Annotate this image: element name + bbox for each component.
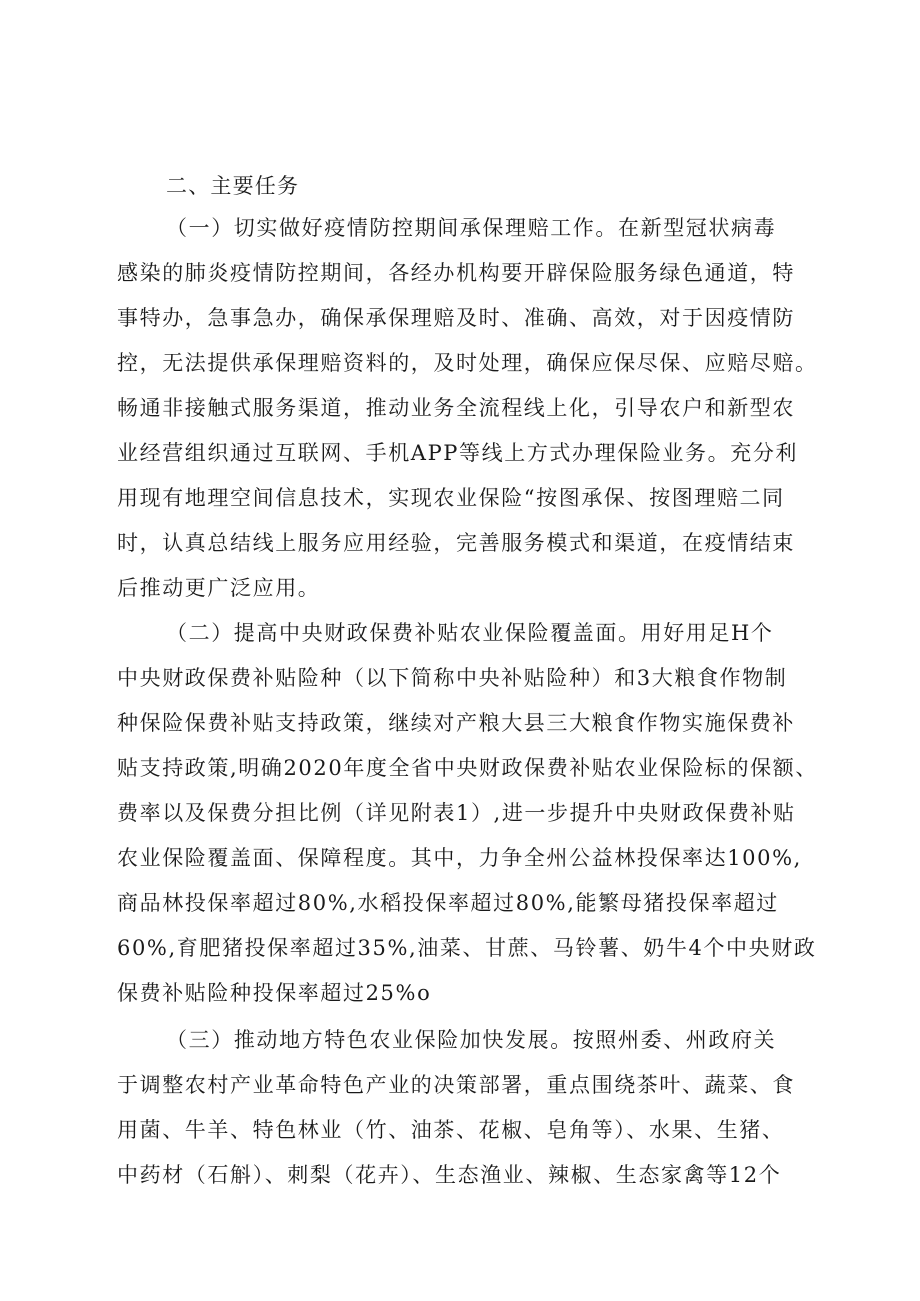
paragraph-3-line-2: 于调整农村产业革命特色产业的决策部署，重点围绕茶叶、蔬菜、食 — [117, 1073, 795, 1097]
paragraph-1-line-1: （一）切实做好疫情防控期间承保理赔工作。在新型冠状病毒 — [166, 216, 777, 240]
paragraph-2-line-6: 农业保险覆盖面、保障程度。其中，力争全州公益林投保率达100%, — [117, 846, 802, 870]
paragraph-1-line-4: 控，无法提供承保理赔资料的，及时处理，确保应保尽保、应赔尽赔。 — [117, 351, 818, 375]
paragraph-1-line-9: 后推动更广泛应用。 — [117, 576, 321, 600]
paragraph-2-line-4: 贴支持政策,明确2020年度全省中央财政保费补贴农业保险标的保额、 — [117, 756, 818, 780]
paragraph-1-line-8: 时，认真总结线上服务应用经验，完善服务模式和渠道，在疫情结束 — [117, 531, 795, 555]
paragraph-2-line-3: 种保险保费补贴支持政策，继续对产粮大县三大粮食作物实施保费补 — [117, 711, 795, 735]
section-heading: 二、主要任务 — [166, 174, 300, 198]
paragraph-2-line-7: 商品林投保率超过80%,水稻投保率超过80%,能繁母猪投保率超过 — [117, 891, 779, 915]
paragraph-2-line-5: 费率以及保费分担比例（详见附表1）,进一步提升中央财政保费补贴 — [117, 801, 796, 825]
paragraph-2-line-9: 保费补贴险种投保率超过25%o — [117, 981, 432, 1005]
paragraph-2-line-1: （二）提高中央财政保费补贴农业保险覆盖面。用好用足H个 — [166, 621, 774, 645]
paragraph-3-line-3: 用菌、牛羊、特色林业（竹、油茶、花椒、皂角等）、水果、生猪、 — [117, 1118, 785, 1142]
paragraph-3-line-1: （三）推动地方特色农业保险加快发展。按照州委、州政府关 — [166, 1028, 777, 1052]
paragraph-1-line-7: 用现有地理空间信息技术，实现农业保险“按图承保、按图理赔二同 — [117, 486, 785, 510]
paragraph-1-line-2: 感染的肺炎疫情防控期间，各经办机构要开辟保险服务绿色通道，特 — [117, 261, 795, 285]
paragraph-2-line-2: 中央财政保费补贴险种（以下简称中央补贴险种）和3大粮食作物制 — [117, 666, 788, 690]
paragraph-3-line-4: 中药材（石斛）、刺梨（花卉）、生态渔业、辣椒、生态家禽等12个 — [117, 1163, 782, 1187]
paragraph-1-line-3: 事特办，急事急办，确保承保理赔及时、准确、高效，对于因疫情防 — [117, 306, 795, 330]
paragraph-1-line-5: 畅通非接触式服务渠道，推动业务全流程线上化，引导农户和新型农 — [117, 396, 795, 420]
paragraph-1-line-6: 业经营组织通过互联网、手机APP等线上方式办理保险业务。充分利 — [117, 441, 799, 465]
paragraph-2-line-8: 60%,育肥猪投保率超过35%,油菜、甘蔗、马铃薯、奶牛4个中央财政 — [117, 936, 817, 960]
